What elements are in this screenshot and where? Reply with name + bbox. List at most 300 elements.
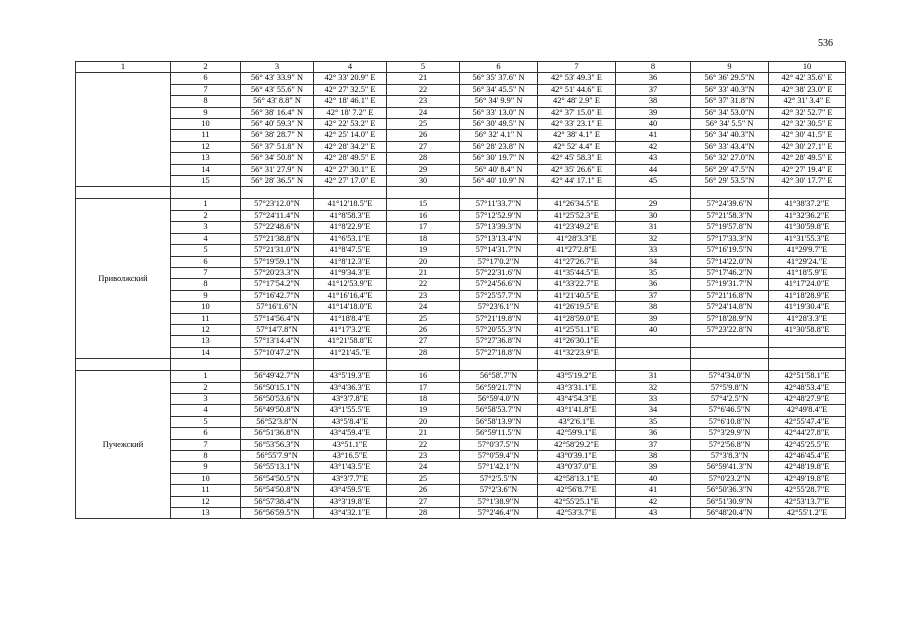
table-cell: 41°30'59.8"E [769,222,846,233]
table-cell: 42° 52' 4.4" E [538,141,616,152]
empty-cell [460,359,538,371]
table-cell: 42° 30' 27.1" E [769,141,846,152]
table-cell: 3 [171,393,241,404]
table-cell: 57°1'42.1"N [460,462,538,473]
table-cell: 57°23'6.1"N [460,302,538,313]
table-cell: 41°18'8.4"E [314,313,387,324]
table-cell: 57°25'57.7"N [460,290,538,301]
table-cell: 18 [387,233,460,244]
table-cell: 35 [616,416,691,427]
table-cell: 24 [387,462,460,473]
table-cell: 42° 28' 49.5" E [769,153,846,164]
table-cell: 32 [616,233,691,244]
empty-cell [769,187,846,199]
table-cell: 7 [171,439,241,450]
table-cell: 57°1'38.9"N [460,496,538,507]
table-cell: 57°16'19.5"N [691,245,769,256]
table-cell: 57°12'52.9"N [460,210,538,221]
table-cell: 42°49'19.8"E [769,473,846,484]
table-cell: 56°51'36.8"N [241,428,314,439]
table-cell: 38 [616,302,691,313]
table-cell: 56°49'50.8"N [241,405,314,416]
table-cell: 56°50'36.3"N [691,485,769,496]
table-cell: 41°32'36.2"E [769,210,846,221]
table-cell: 56° 32' 4.1" N [460,130,538,141]
table-cell: 41°21'45."E [314,347,387,358]
table-cell: 28 [387,347,460,358]
table-cell: 40 [616,324,691,335]
table-cell: 22 [387,84,460,95]
table-cell: 56°59'11.5"N [460,428,538,439]
table-cell: 13 [171,336,241,347]
table-cell: 14 [171,164,241,175]
table-cell: 38 [616,96,691,107]
table-cell: 42° 44' 17.1" E [538,176,616,187]
table-cell: 21 [387,267,460,278]
table-cell: 43°5'19.3"E [314,371,387,382]
table-cell: 57°6'10.8"N [691,416,769,427]
table-cell: 42°53'3.7"E [538,508,616,519]
table-cell: 57°27'18.8"N [460,347,538,358]
table-row [76,508,846,519]
table-cell: 57°23'22.8"N [691,324,769,335]
header-cell: 9 [691,62,769,73]
table-cell: 43°3'19.8"E [314,496,387,507]
table-cell: 41°9'34.3"E [314,267,387,278]
table-cell: 57°14'7.8"N [241,324,314,335]
table-cell: 33 [616,393,691,404]
table-cell: 56°54'50.8"N [241,485,314,496]
table-cell: 41°26'30.1"E [538,336,616,347]
table-cell: 57°0'23.2"N [691,473,769,484]
table-row [76,210,846,221]
table-cell: 41°33'22.7"E [538,279,616,290]
table-cell: 43°5'8.4"E [314,416,387,427]
table-cell: 25 [387,119,460,130]
table-cell: 4 [171,233,241,244]
table-cell: 23 [387,96,460,107]
table-cell: 42° 45' 58.3" E [538,153,616,164]
table-cell: 36 [616,279,691,290]
table-cell: 36 [616,73,691,84]
table-cell: 41°38'37.2"E [769,199,846,210]
table-cell: 41°27'26.7"E [538,256,616,267]
table-cell: 56°50'15.1"N [241,382,314,393]
table-cell: 42°59'9.1"E [538,428,616,439]
table-row [76,336,846,347]
table-row [76,199,846,210]
table-cell: 41°17'3.2"E [314,324,387,335]
empty-cell [769,359,846,371]
table-cell: 41°12'53.9"E [314,279,387,290]
table-cell: 43°4'59.4"E [314,428,387,439]
table-cell: 57°24'39.6"N [691,199,769,210]
table-cell: 42° 32' 30.5" E [769,119,846,130]
table-cell: 56° 30' 19.7" N [460,153,538,164]
table-cell: 56° 28' 36.5" N [241,176,314,187]
table-cell: 41°18'28.9"E [769,290,846,301]
table-cell: 17 [387,222,460,233]
table-cell: 37 [616,439,691,450]
table-row [76,245,846,256]
table-cell: 41°25'51.1"E [538,324,616,335]
table-row [76,119,846,130]
table-cell: 56° 33' 13.0" N [460,107,538,118]
header-cell: 6 [460,62,538,73]
table-cell: 56°52'3.8"N [241,416,314,427]
section-separator [76,359,846,371]
empty-cell [460,187,538,199]
table-cell: 36 [616,428,691,439]
table-cell: 42°49'8.4"E [769,405,846,416]
table-cell: 42° 42' 35.6" E [769,73,846,84]
header-cell: 10 [769,62,846,73]
header-cell: 8 [616,62,691,73]
table-row [76,496,846,507]
table-cell: 41°28'3.3"E [538,233,616,244]
table-cell: 57°24'11.4"N [241,210,314,221]
table-cell: 56°59'21.7"N [460,382,538,393]
table-cell: 56° 29' 47.5"N [691,164,769,175]
table-cell: 26 [387,130,460,141]
table-cell: 30 [387,176,460,187]
table-cell: 56°56'59.5"N [241,508,314,519]
table-cell: 57°21'58.3"N [691,210,769,221]
table-cell: 57°2'56.8"N [691,439,769,450]
table-row [76,405,846,416]
table-cell: 56° 38' 28.7" N [241,130,314,141]
header-cell: 5 [387,62,460,73]
empty-cell [538,187,616,199]
table-cell: 56° 29' 53.5"N [691,176,769,187]
empty-cell [387,187,460,199]
table-cell: 42°58'13.1"E [538,473,616,484]
table-cell: 56° 37' 31.8"N [691,96,769,107]
table-cell: 57°17'46.2"N [691,267,769,278]
table-row [76,462,846,473]
table-cell: 57°20'55.3"N [460,324,538,335]
table-cell: 28 [387,508,460,519]
table-cell: 41°8'47.5"E [314,245,387,256]
table-cell: 43°16.5"E [314,451,387,462]
table-cell: 43°3'7.7"E [314,473,387,484]
table-cell: 41°29'9.7"E [769,245,846,256]
empty-cell [76,359,171,371]
empty-cell [616,359,691,371]
table-cell: 31 [616,222,691,233]
table-cell: 5 [171,245,241,256]
table-cell: 41°12'18.5"E [314,199,387,210]
table-cell: 42° 27' 19.4" E [769,164,846,175]
table-cell: 23 [387,290,460,301]
table-cell: 5 [171,416,241,427]
table-cell: 42°45'25.5"E [769,439,846,450]
table-cell [769,336,846,347]
table-cell: 57°19'57.8"N [691,222,769,233]
table-cell: 57°20'23.3"N [241,267,314,278]
table-row [76,302,846,313]
table-cell: 42°46'45.4"E [769,451,846,462]
table-cell: 42° 28' 49.5" E [314,153,387,164]
table-cell: 45 [616,176,691,187]
table-cell: 56°51'30.9"N [691,496,769,507]
table-cell: 1 [171,371,241,382]
table-cell: 42°55'1.2"E [769,508,846,519]
section-separator [76,187,846,199]
table-cell: 8 [171,279,241,290]
table-row [76,153,846,164]
empty-cell [171,359,241,371]
table-cell: 43°4'36.3"E [314,382,387,393]
header-cell: 3 [241,62,314,73]
table-cell: 11 [171,130,241,141]
table-cell: 29 [616,199,691,210]
empty-cell [616,187,691,199]
table-cell: 56° 31' 27.9" N [241,164,314,175]
empty-cell [314,187,387,199]
table-row [76,96,846,107]
page-number: 536 [818,38,833,49]
table-cell: 42° 31' 3.4" E [769,96,846,107]
empty-cell [387,359,460,371]
table-cell: 42°51'58.1"E [769,371,846,382]
table-cell: 57°22'31.6"N [460,267,538,278]
table-cell: 41°30'58.8"E [769,324,846,335]
table-cell: 41°6'53.1"E [314,233,387,244]
empty-cell [691,187,769,199]
table-cell: 42° 37' 15.0" E [538,107,616,118]
empty-cell [171,187,241,199]
table-cell: 43°1'41.8"E [538,405,616,416]
table-cell: 56° 33' 40.3"N [691,84,769,95]
table-row [76,324,846,335]
table-cell: 42°48'19.8"E [769,462,846,473]
table-cell: 22 [387,439,460,450]
region-name: Приволжский [76,199,171,359]
table-row [76,73,846,84]
table-cell: 10 [171,119,241,130]
table-cell: 27 [387,141,460,152]
table-cell: 43°0'39.1"E [538,451,616,462]
table-cell [691,336,769,347]
table-cell: 15 [171,176,241,187]
table-cell: 56°48'20.4"N [691,508,769,519]
header-row [76,62,846,73]
table-row [76,393,846,404]
table-cell: 41°31'55.3"E [769,233,846,244]
table-row [76,107,846,118]
table-cell: 41°21'58.8"E [314,336,387,347]
table-row [76,451,846,462]
table-row [76,176,846,187]
table-cell: 15 [387,199,460,210]
table-cell: 56°54'50.5"N [241,473,314,484]
table-cell: 57°17'0.2"N [460,256,538,267]
header-cell: 1 [76,62,171,73]
table-cell: 57°21'19.8"N [460,313,538,324]
table-cell: 9 [171,290,241,301]
table-cell [616,336,691,347]
table-cell: 41 [616,485,691,496]
table-cell: 42° 28' 34.2" E [314,141,387,152]
table-cell: 42°55'47.4"E [769,416,846,427]
table-cell: 10 [171,473,241,484]
table-cell: 37 [616,84,691,95]
table-cell: 19 [387,245,460,256]
table-cell: 41°14'18.0"E [314,302,387,313]
table-cell: 22 [387,279,460,290]
table-cell: 20 [387,416,460,427]
table-cell: 43°0'37.0"E [538,462,616,473]
table-row [76,473,846,484]
table-cell: 43°3'7.8"E [314,393,387,404]
table-cell: 57°5'9.8"N [691,382,769,393]
table-cell: 57°14'22.0"N [691,256,769,267]
table-cell: 41°17'24.0"E [769,279,846,290]
table-cell: 9 [171,107,241,118]
table-cell: 32 [616,382,691,393]
table-cell: 8 [171,451,241,462]
table-cell: 56° 40' 10.9" N [460,176,538,187]
table-cell [691,347,769,358]
table-cell: 56°53'56.3"N [241,439,314,450]
table-cell: 56° 28' 23.8" N [460,141,538,152]
table-cell: 41°26'19.5"E [538,302,616,313]
table-cell: 57°4'34.0"N [691,371,769,382]
table-row [76,313,846,324]
table-cell: 12 [171,141,241,152]
table-cell: 43°1'55.5"E [314,405,387,416]
table-row [76,233,846,244]
table-cell: 21 [387,428,460,439]
table-cell: 57°16'42.7"N [241,290,314,301]
table-cell: 6 [171,428,241,439]
table-cell: 57°21'31.0"N [241,245,314,256]
table-cell: 40 [616,119,691,130]
table-cell: 27 [387,496,460,507]
table-row [76,485,846,496]
table-cell: 11 [171,485,241,496]
table-cell: 57°14'56.4"N [241,313,314,324]
table-cell: 30 [616,210,691,221]
table-cell: 56°58'.7"N [460,371,538,382]
table-cell: 43°4'59.5"E [314,485,387,496]
empty-cell [314,359,387,371]
table-cell: 13 [171,153,241,164]
table-cell: 57°14'31.7"N [460,245,538,256]
table-cell: 42° 18' 46.1" E [314,96,387,107]
table-cell: 26 [387,324,460,335]
table-cell: 8 [171,96,241,107]
table-cell: 43°4'54.3"E [538,393,616,404]
table-cell: 42°53'13.7"E [769,496,846,507]
table-cell [769,347,846,358]
table-cell: 40 [616,473,691,484]
empty-cell [241,187,314,199]
table-cell: 29 [387,164,460,175]
table-cell: 11 [171,313,241,324]
table-cell: 42° 22' 53.2" E [314,119,387,130]
table-cell: 42°56'8.7"E [538,485,616,496]
table-cell: 24 [387,107,460,118]
table-cell: 57°2'46.4"N [460,508,538,519]
table-cell: 41°19'30.4"E [769,302,846,313]
table-cell: 56°58'53.7"N [460,405,538,416]
table-cell: 56°57'38.4"N [241,496,314,507]
table-cell: 56°55'13.1"N [241,462,314,473]
table-cell: 43°3'31.1"E [538,382,616,393]
table-cell: 56° 35' 37.6" N [460,73,538,84]
table-cell: 6 [171,73,241,84]
table-cell: 42°48'53.4"E [769,382,846,393]
empty-cell [538,359,616,371]
table-cell: 34 [616,405,691,416]
table-cell: 42° 33' 23.1" E [538,119,616,130]
table-cell: 41°23'49.2"E [538,222,616,233]
table-cell: 57°2'3.6"N [460,485,538,496]
table-row [76,382,846,393]
table-cell: 57°10'47.2"N [241,347,314,358]
table-cell: 25 [387,313,460,324]
table-cell: 41°32'23.9"E [538,347,616,358]
table-cell: 24 [387,302,460,313]
table-cell: 42° 18' 7.2" E [314,107,387,118]
table-cell: 57°19'59.1"N [241,256,314,267]
table-cell: 42 [616,496,691,507]
table-cell: 25 [387,473,460,484]
table-cell: 34 [616,256,691,267]
table-cell: 42° 27' 17.0" E [314,176,387,187]
table-cell: 56° 43' 8.8" N [241,96,314,107]
table-cell: 43 [616,508,691,519]
table-cell: 56° 34' 53.0"N [691,107,769,118]
table-cell: 42° 27' 32.5" E [314,84,387,95]
table-row [76,428,846,439]
table-cell: 13 [171,508,241,519]
table-cell: 26 [387,485,460,496]
table-cell: 41°25'52.3"E [538,210,616,221]
table-cell: 12 [171,324,241,335]
table-cell: 19 [387,405,460,416]
table-cell: 56° 34' 45.5" N [460,84,538,95]
table-cell: 43°51.1"E [314,439,387,450]
table-cell: 56°50'53.6"N [241,393,314,404]
table-cell: 42° 33' 20.9" E [314,73,387,84]
table-cell: 56° 30' 49.5" N [460,119,538,130]
table-cell: 42° 25' 14.0" E [314,130,387,141]
table-cell: 57°19'31.7"N [691,279,769,290]
table-row [76,84,846,95]
table-cell: 42° 30' 41.5" E [769,130,846,141]
table-cell: 33 [616,245,691,256]
table-cell: 57°24'56.6"N [460,279,538,290]
table-cell: 41°35'44.5"E [538,267,616,278]
table-cell: 57°18'28.9"N [691,313,769,324]
table-cell: 42° 51' 44.6" E [538,84,616,95]
table-cell: 6 [171,256,241,267]
table-cell: 39 [616,462,691,473]
table-cell: 57°21'16.8"N [691,290,769,301]
table-cell: 39 [616,107,691,118]
table-row [76,290,846,301]
table-cell: 27 [387,336,460,347]
table-cell: 56° 36' 29.5"N [691,73,769,84]
table-cell: 28 [387,153,460,164]
table-cell: 41°8'12.3"E [314,256,387,267]
table-cell: 10 [171,302,241,313]
table-cell: 1 [171,199,241,210]
table-cell: 14 [171,347,241,358]
